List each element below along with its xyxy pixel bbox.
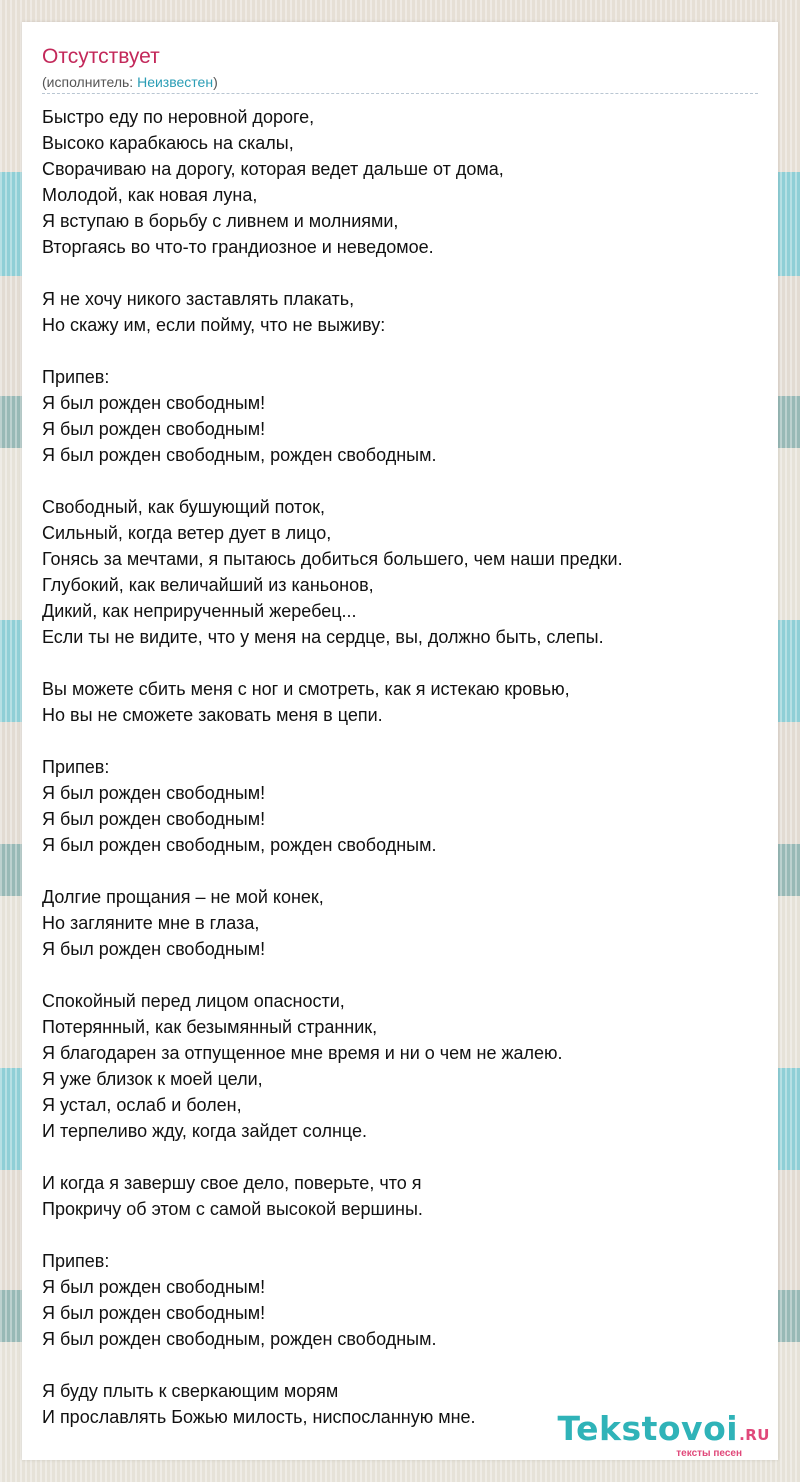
lyric-line: Я буду плыть к сверкающим морям bbox=[42, 1381, 339, 1401]
lyrics-card bbox=[22, 22, 778, 1460]
stanza-gap bbox=[42, 260, 762, 286]
lyric-line: Я был рожден свободным! bbox=[42, 419, 266, 439]
lyric-line: И когда я завершу свое дело, поверьте, что я bbox=[42, 1173, 422, 1193]
stanza-gap bbox=[42, 650, 762, 676]
lyric-line: Но загляните мне в глаза, bbox=[42, 913, 260, 933]
lyric-line: Спокойный перед лицом опасности, bbox=[42, 991, 345, 1011]
lyric-line: Высоко карабкаюсь на скалы, bbox=[42, 133, 294, 153]
logo-tld: .RU bbox=[739, 1426, 770, 1444]
lyric-line: Припев: bbox=[42, 367, 110, 387]
lyric-line: Я был рожден свободным! bbox=[42, 809, 266, 829]
lyric-line: Сильный, когда ветер дует в лицо, bbox=[42, 523, 332, 543]
artist-suffix: ) bbox=[213, 74, 218, 90]
song-title: Отсутствует bbox=[42, 45, 160, 68]
lyric-line: Вы можете сбить меня с ног и смотреть, как я истекаю кровью, bbox=[42, 679, 570, 699]
logo-tagline: тексты песен bbox=[676, 1448, 742, 1459]
lyric-line: Я вступаю в борьбу с ливнем и молниями, bbox=[42, 211, 399, 231]
lyric-line: Я был рожден свободным! bbox=[42, 1277, 266, 1297]
lyric-line: Припев: bbox=[42, 757, 110, 777]
lyric-line: Гонясь за мечтами, я пытаюсь добиться большего, чем наши предки. bbox=[42, 549, 623, 569]
lyrics-text bbox=[42, 104, 762, 1430]
lyric-line: Свободный, как бушующий поток, bbox=[42, 497, 325, 517]
lyric-line: Вторгаясь во что-то грандиозное и неведомое. bbox=[42, 237, 434, 257]
artist-link[interactable]: Неизвестен bbox=[137, 74, 214, 90]
stanza-gap bbox=[42, 728, 762, 754]
stanza-gap bbox=[42, 858, 762, 884]
stanza-gap bbox=[42, 338, 762, 364]
lyric-line: Я был рожден свободным, рожден свободным. bbox=[42, 835, 437, 855]
stanza-gap bbox=[42, 468, 762, 494]
lyric-line: Но скажу им, если пойму, что не выживу: bbox=[42, 315, 386, 335]
stanza-gap bbox=[42, 962, 762, 988]
lyric-line: Я уже близок к моей цели, bbox=[42, 1069, 263, 1089]
lyric-line: Я благодарен за отпущенное мне время и ни о чем не жалею. bbox=[42, 1043, 563, 1063]
lyric-line: Сворачиваю на дорогу, которая ведет дальше от дома, bbox=[42, 159, 504, 179]
lyric-line: Глубокий, как величайший из каньонов, bbox=[42, 575, 374, 595]
site-logo[interactable] bbox=[557, 1409, 770, 1460]
logo-wordmark bbox=[557, 1409, 770, 1452]
lyric-line: Я не хочу никого заставлять плакать, bbox=[42, 289, 355, 309]
artist-line bbox=[42, 73, 218, 91]
lyric-line: Если ты не видите, что у меня на сердце, вы, должно быть, слепы. bbox=[42, 627, 604, 647]
lyric-line: И терпеливо жду, когда зайдет солнце. bbox=[42, 1121, 368, 1141]
lyric-line: Прокричу об этом с самой высокой вершины. bbox=[42, 1199, 423, 1219]
lyric-line: Я устал, ослаб и болен, bbox=[42, 1095, 242, 1115]
stanza-gap bbox=[42, 1144, 762, 1170]
lyric-line: Я был рожден свободным, рожден свободным. bbox=[42, 445, 437, 465]
lyric-line: Я был рожден свободным! bbox=[42, 393, 266, 413]
lyric-line: Я был рожден свободным, рожден свободным. bbox=[42, 1329, 437, 1349]
lyric-line: И прославлять Божью милость, ниспосланную мне. bbox=[42, 1407, 476, 1427]
title-divider bbox=[42, 93, 758, 94]
lyric-line: Долгие прощания – не мой конек, bbox=[42, 887, 324, 907]
lyric-line: Я был рожден свободным! bbox=[42, 783, 266, 803]
lyric-line: Молодой, как новая луна, bbox=[42, 185, 258, 205]
lyric-line: Я был рожден свободным! bbox=[42, 939, 266, 959]
lyric-line: Дикий, как неприрученный жеребец... bbox=[42, 601, 357, 621]
lyric-line: Но вы не сможете заковать меня в цепи. bbox=[42, 705, 383, 725]
logo-brand: Tekstovoi bbox=[557, 1409, 739, 1448]
lyric-line: Быстро еду по неровной дороге, bbox=[42, 107, 315, 127]
lyric-line: Я был рожден свободным! bbox=[42, 1303, 266, 1323]
stanza-gap bbox=[42, 1222, 762, 1248]
lyric-line: Припев: bbox=[42, 1251, 110, 1271]
stanza-gap bbox=[42, 1352, 762, 1378]
artist-prefix: (исполнитель: bbox=[42, 74, 138, 90]
lyric-line: Потерянный, как безымянный странник, bbox=[42, 1017, 378, 1037]
